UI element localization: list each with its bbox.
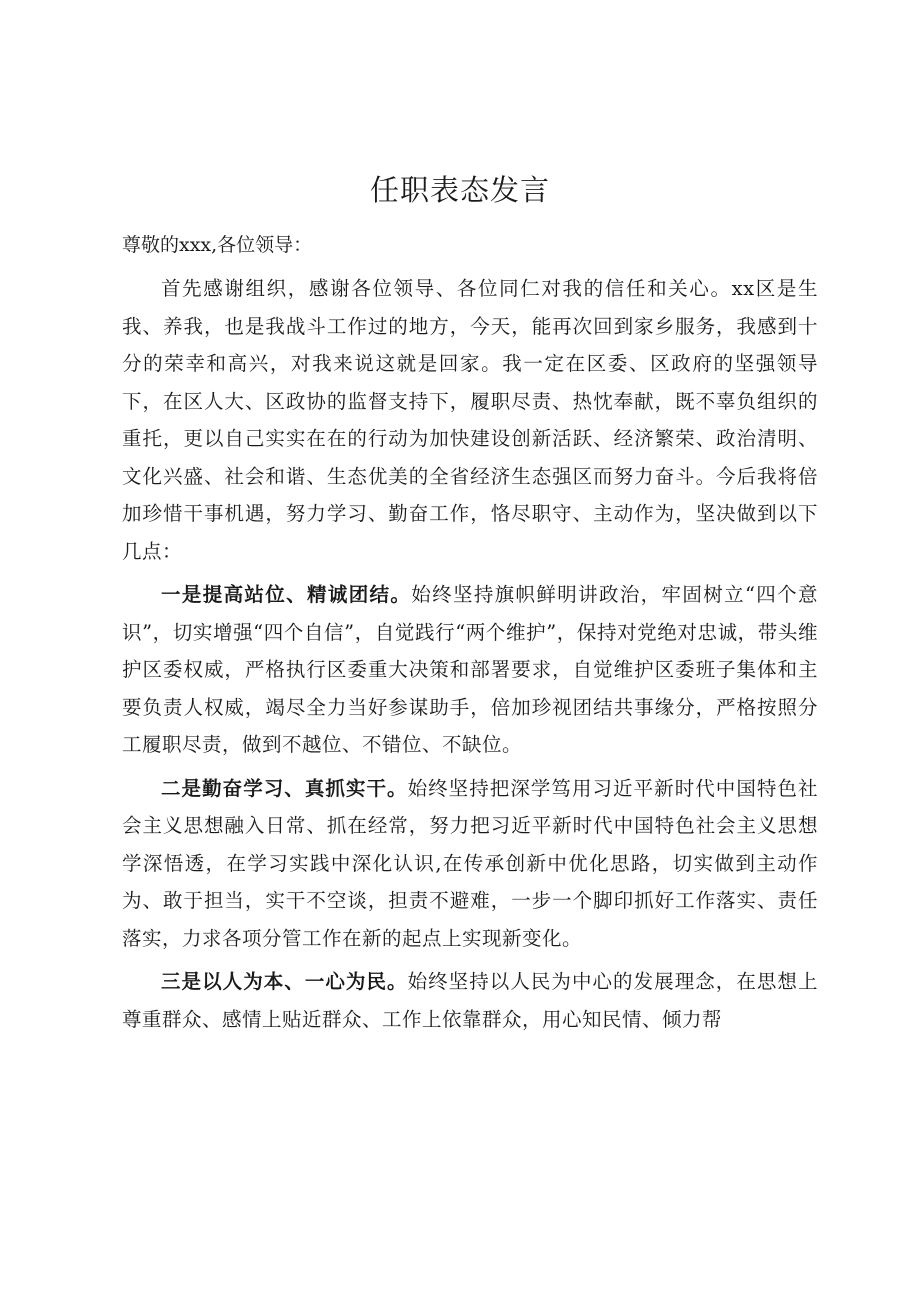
paragraph-text: 始终坚持旗帜鲜明讲政治，牢固树立“四个意识”，切实增强“四个自信”，自觉践行“两个维护”，保持对党绝对忠诚，带头维护区委权威，严格执行区委重大决策和部署要求，自觉维护区委班子集体和主要负责人权威，竭尽全力当好参谋助手，倍加珍视团结共事缘分，严格按照分工履职尽责，做到不越位、不错位、不缺位。 <box>122 583 818 756</box>
paragraph-intro <box>122 270 818 570</box>
paragraph-point-1 <box>122 576 818 764</box>
paragraph-point-3 <box>122 963 818 1038</box>
paragraph-lead: 三是以人为本、一心为民。 <box>161 970 408 993</box>
paragraph-text: 首先感谢组织，感谢各位领导、各位同仁对我的信任和关心。xx区是生我、养我，也是我战斗工作过的地方，今天，能再次回到家乡服务，我感到十分的荣幸和高兴，对我来说这就是回家。我一定在区委、区政府的坚强领导下，在区人大、区政协的监督支持下，履职尽责、热忱奉献，既不辜负组织的重托，更以自己实实在在的行动为加快建设创新活跃、经济繁荣、政治清明、文化兴盛、社会和谐、生态优美的全省经济生态强区而努力奋斗。今后我将倍加珍惜干事机遇，努力学习、勤奋工作，恪尽职守、主动作为，坚决做到以下几点： <box>122 277 818 563</box>
document-title: 任职表态发言 <box>369 173 550 207</box>
paragraph-lead: 一是提高站位、精诚团结。 <box>161 583 412 606</box>
document-body <box>122 270 818 1044</box>
paragraph-text: 始终坚持以人民为中心的发展理念，在思想上尊重群众、感情上贴近群众、工作上依靠群众，用心知民情、倾力帮 <box>122 970 818 1031</box>
salutation: 尊敬的xxx,各位领导： <box>122 234 313 256</box>
paragraph-lead: 二是勤奋学习、真抓实干。 <box>161 776 408 800</box>
paragraph-text: 始终坚持把深学笃用习近平新时代中国特色社会主义思想融入日常、抓在经常，努力把习近平新时代中国特色社会主义思想学深悟透，在学习实践中深化认识,在传承创新中优化思路，切实做到主动作为、敢于担当，实干不空谈，担责不避难，一步一个脚印抓好工作落实、责任落实，力求各项分管工作在新的起点上实现新变化。 <box>122 776 818 950</box>
paragraph-point-2 <box>122 770 818 958</box>
